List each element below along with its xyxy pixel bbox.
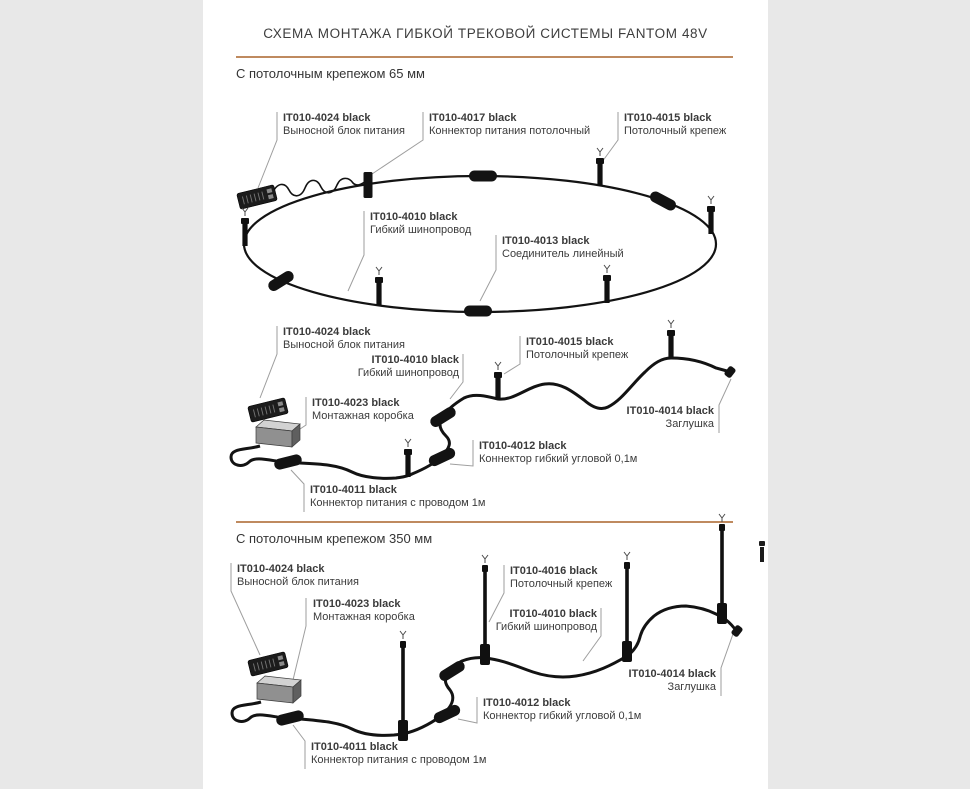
section-heading-350mm: С потолочным крепежом 350 мм xyxy=(236,531,433,546)
part-code: IT010-4014 black xyxy=(626,405,714,417)
power-connector-icon xyxy=(273,453,303,470)
part-name: Коннектор питания с проводом 1м xyxy=(311,754,487,766)
part-name: Гибкий шинопровод xyxy=(357,367,459,379)
part-code: IT010-4010 black xyxy=(371,354,459,366)
spare-rod-icon xyxy=(759,541,765,562)
corner-connector-icon xyxy=(432,703,462,725)
ceiling-power-connector-icon xyxy=(364,172,373,198)
part-name: Потолочный крепеж xyxy=(510,578,613,590)
part-code: IT010-4024 black xyxy=(237,563,325,575)
part-name: Соединитель линейный xyxy=(502,248,624,260)
label-it010-4017 xyxy=(429,112,590,138)
label-it010-4015 xyxy=(526,336,628,362)
part-name: Коннектор гибкий угловой 0,1м xyxy=(483,710,642,722)
label-it010-4024 xyxy=(283,326,405,352)
part-code: IT010-4013 black xyxy=(502,235,590,247)
linear-connector-icon xyxy=(266,269,296,293)
part-name: Заглушка xyxy=(665,418,714,430)
part-code: IT010-4016 black xyxy=(510,565,598,577)
ceiling-mount-icon xyxy=(494,362,502,400)
ceiling-mount-icon xyxy=(707,196,715,234)
label-it010-4014 xyxy=(629,668,716,694)
label-it010-4010 xyxy=(358,354,459,380)
section-heading-65mm: С потолочным крепежом 65 мм xyxy=(236,66,425,81)
power-connector-icon xyxy=(275,709,305,726)
part-code: IT010-4024 black xyxy=(283,326,371,338)
part-code: IT010-4015 black xyxy=(624,112,712,124)
label-it010-4023 xyxy=(313,598,415,624)
part-name: Монтажная коробка xyxy=(313,611,415,623)
part-code: IT010-4023 black xyxy=(313,598,401,610)
ceiling-mount-icon xyxy=(603,265,611,303)
part-name: Выносной блок питания xyxy=(283,125,405,137)
linear-connector-icon xyxy=(469,171,497,182)
corner-connector-icon xyxy=(428,405,458,429)
label-it010-4015 xyxy=(624,112,726,138)
suspension-rod-icon xyxy=(398,631,408,741)
linear-connector-icon xyxy=(464,306,492,317)
ceiling-mount-icon xyxy=(667,320,675,358)
part-code: IT010-4010 black xyxy=(370,211,458,223)
label-it010-4014 xyxy=(627,405,714,431)
part-code: IT010-4010 black xyxy=(509,608,597,620)
track-path xyxy=(244,176,716,312)
power-supply-icon xyxy=(248,398,289,423)
suspension-rod-icon xyxy=(717,514,727,624)
part-code: IT010-4015 black xyxy=(526,336,614,348)
part-code: IT010-4017 black xyxy=(429,112,517,124)
mounting-box-icon xyxy=(257,676,301,703)
label-it010-4012 xyxy=(483,697,641,723)
ceiling-mount-icon xyxy=(241,208,249,246)
linear-connector-icon xyxy=(648,190,678,213)
part-name: Потолочный крепеж xyxy=(526,349,629,361)
corner-connector-icon xyxy=(437,659,467,683)
part-name: Коннектор гибкий угловой 0,1м xyxy=(479,453,638,465)
oval-diagram xyxy=(237,148,716,317)
power-supply-icon xyxy=(248,652,289,677)
label-it010-4013 xyxy=(502,235,624,261)
label-it010-4024 xyxy=(237,563,359,589)
part-name: Коннектор питания с проводом 1м xyxy=(310,497,486,509)
label-it010-4011 xyxy=(310,484,485,510)
ceiling-mount-icon xyxy=(596,148,604,186)
part-name: Монтажная коробка xyxy=(312,410,414,422)
label-it010-4016 xyxy=(510,565,612,591)
page-title: СХЕМА МОНТАЖА ГИБКОЙ ТРЕКОВОЙ СИСТЕМЫ FANTOM 48V xyxy=(263,26,708,41)
label-it010-4023 xyxy=(312,397,414,423)
ceiling-mount-icon xyxy=(375,267,383,305)
part-name: Потолочный крепеж xyxy=(624,125,727,137)
part-name: Заглушка xyxy=(667,681,716,693)
mounting-box-icon xyxy=(256,420,300,447)
label-it010-4011 xyxy=(311,741,486,767)
end-cap-icon xyxy=(723,365,736,379)
part-name: Коннектор питания потолочный xyxy=(429,125,591,137)
part-code: IT010-4011 black xyxy=(310,484,397,496)
part-name: Гибкий шинопровод xyxy=(370,224,472,236)
part-code: IT010-4023 black xyxy=(312,397,400,409)
suspension-rod-icon xyxy=(480,555,490,665)
part-code: IT010-4011 black xyxy=(311,741,398,753)
suspension-rod-icon xyxy=(622,552,632,662)
part-code: IT010-4012 black xyxy=(483,697,571,709)
part-code: IT010-4014 black xyxy=(628,668,716,680)
part-code: IT010-4024 black xyxy=(283,112,371,124)
label-it010-4024 xyxy=(283,112,405,138)
power-supply-icon xyxy=(237,185,278,210)
label-it010-4010 xyxy=(496,608,597,634)
label-it010-4012 xyxy=(479,440,637,466)
label-it010-4010 xyxy=(370,211,471,237)
part-name: Гибкий шинопровод xyxy=(495,621,597,633)
part-code: IT010-4012 black xyxy=(479,440,567,452)
ceiling-mount-icon xyxy=(404,439,412,477)
part-name: Выносной блок питания xyxy=(237,576,359,588)
part-name: Выносной блок питания xyxy=(283,339,405,351)
